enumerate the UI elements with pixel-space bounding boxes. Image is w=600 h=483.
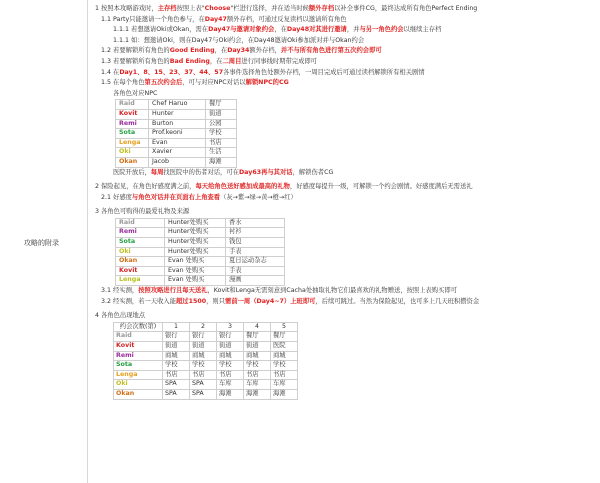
table-row: Lenga Evan 书店 [116, 138, 237, 148]
table-row: Oki Hunter处购买 手表 [116, 247, 285, 257]
gift-table [115, 218, 285, 286]
sec1-line-4: 1.2 若要解锁所有角色的Good Ending，在Day34额外存档，并不与所有角色进行第五次约会即可 [101, 47, 382, 55]
sec3-line-1: 3.1 经实测，按照攻略进行且每天送礼，Kovit和Lenga无需刻意到Cacha处抽取礼物它们最喜欢的礼物赠送，按照上表购买即可 [101, 287, 457, 295]
table-row: Okan Jacob 海滩 [116, 157, 237, 167]
table-row: Lenga 书店 书店 书店 书店 书店 [114, 370, 298, 380]
table-row: Oki Xavier 生活 [116, 148, 237, 158]
table-row: Remi Burton 公园 [116, 119, 237, 129]
table-row: Oki SPA SPA 车库 车库 车库 [114, 380, 298, 390]
table-row: Kovit Hunter 街道 [116, 109, 237, 119]
sec1-line-3: 1.1.1 如：想邀请Oki，则在Day47与Oki约会，在Day48邀请Oki参加派对并与Okan约会 [113, 36, 365, 44]
sec1-line-2: 1.1.1 若想邀请Oki或Okan，需在Day47与邀请对象约会，在Day48对其进行邀请，并与另一角色约会以继续主存档 [113, 26, 442, 34]
table-row: Remi 商城 商城 商城 商城 商城 [114, 351, 298, 361]
table-row: Raid Hunter处购买 香水 [116, 218, 285, 228]
table-row: Sota Hunter处购买 钱包 [116, 238, 285, 248]
left-label-column [0, 0, 88, 483]
sec3-line-2: 3.2 经实测，若一天收入能超过1500，则只需前一周（Day4~7）上班即可，后续可跳过。当然为保险起见，也可多上几天班积攒资金 [101, 297, 480, 305]
table-row: Kovit Evan 处购买 手表 [116, 266, 285, 276]
table-row: Lenga Evan 处购买 漫画 [116, 276, 285, 286]
sec1-line-1: 1.1 Party只能邀请一个角色参与，在Day47额外存档，可通过反复读档以邀请所有角色 [101, 15, 347, 23]
sec2-line-1: 2.1 好感度与角色对话并在页面右上角查看（灰→紫→绿→黄→橙→红） [101, 193, 297, 201]
appendix-content [91, 4, 596, 480]
sec1-line-8: 医院开放后，每周找医院中的伤者对话，可在Day63再与其对话，解锁伤者CG [113, 168, 334, 176]
table-row: Remi Hunter处购买 衬衫 [116, 228, 285, 238]
table-row: Sota 学校 学校 学校 学校 学校 [114, 361, 298, 371]
gift-section-title: 3 各角色可购得的最爱礼物及来源 [95, 208, 190, 216]
table-header-row: 约会次数(第) 1 2 3 4 5 [114, 322, 298, 332]
npc-table-title: 各角色对应NPC [113, 89, 158, 97]
table-row: Kovit 街道 街道 街道 街道 医院 [114, 342, 298, 352]
appendix-label: 攻略的附录 [24, 239, 59, 247]
sec2-line-0: 2 保险起见，在角色好感度满之前，每天给角色送好感加成最高的礼物，好感度每提升一级，可解锁一个约会剧情。好感度满后无需送礼 [95, 183, 473, 191]
table-row: Raid Chef Haruo 餐厅 [116, 100, 237, 110]
sec1-line-5: 1.3 若要解锁所有角色的Bad Ending，在二周目进行同事线时期带完成即可 [101, 57, 317, 65]
table-row: Okan Evan 处购买 夏日运动杂志 [116, 257, 285, 267]
table-row: Raid 银行 银行 银行 餐厅 餐厅 [114, 332, 298, 342]
npc-table [115, 99, 237, 167]
sec1-line-7: 1.5 在每个角色第五次约会后，可与对应NPC对话以解锁NPC的CG [101, 79, 289, 87]
sec1-line-0: 1 按照本攻略游戏时，主存档按照上表"Choose"栏进行选择，并在适当时候额外存档以补全事件CG，最终达成所有角色Perfect Ending [95, 5, 478, 12]
table-row: Sota Prof.keoni 学校 [116, 129, 237, 139]
location-table [113, 322, 298, 400]
sec1-line-6: 1.4 在Day1、8、15、23、37、44、57各事件选择角色处额外存档，一周目完成后可通过读档解锁所有相关剧情 [101, 68, 425, 76]
location-section-title: 4 各角色出现地点 [95, 312, 146, 320]
table-row: Okan SPA SPA 海滩 海滩 海滩 [114, 389, 298, 399]
